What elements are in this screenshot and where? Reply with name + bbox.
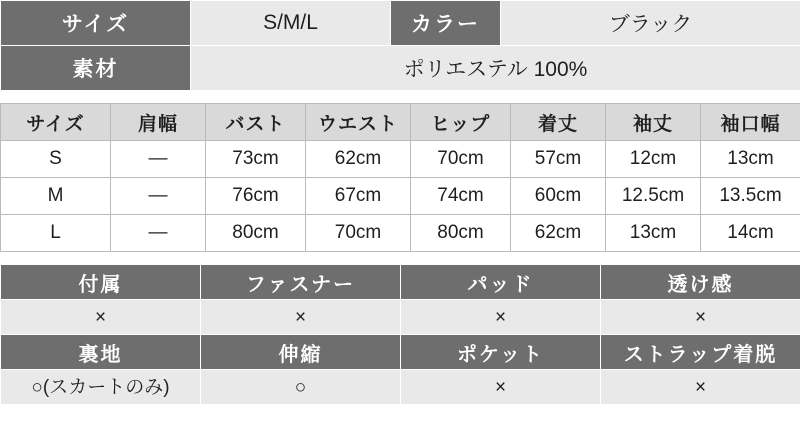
attr-value-strap-detachable: × — [601, 370, 800, 405]
cell-bust-l: 80cm — [206, 215, 306, 252]
attr-label-accessory: 付属 — [1, 265, 201, 300]
row-label-size-s: S — [1, 141, 111, 178]
block-spacer-2 — [0, 252, 800, 264]
attribute-header-row-2 — [1, 335, 800, 370]
table-row — [1, 46, 800, 91]
spec-label-color: カラー — [391, 1, 501, 46]
spec-summary-table — [0, 0, 800, 91]
row-label-size-m: M — [1, 178, 111, 215]
attr-value-stretch: ○ — [201, 370, 401, 405]
cell-length-l: 62cm — [511, 215, 606, 252]
cell-cuff-width-s: 13cm — [701, 141, 800, 178]
column-header-sleeve-length: 袖丈 — [606, 104, 701, 141]
cell-bust-s: 73cm — [206, 141, 306, 178]
cell-length-s: 57cm — [511, 141, 606, 178]
spec-value-color: ブラック — [501, 1, 800, 46]
attr-label-pocket: ポケット — [401, 335, 601, 370]
row-label-size-l: L — [1, 215, 111, 252]
column-header-waist: ウエスト — [306, 104, 411, 141]
cell-shoulder-s: — — [111, 141, 206, 178]
cell-cuff-width-l: 14cm — [701, 215, 800, 252]
block-spacer-1 — [0, 91, 800, 103]
column-header-shoulder: 肩幅 — [111, 104, 206, 141]
attribute-header-row-1 — [1, 265, 800, 300]
attr-value-sheerness: × — [601, 300, 800, 335]
attribute-value-row-1 — [1, 300, 800, 335]
cell-sleeve-length-m: 12.5cm — [606, 178, 701, 215]
measurement-header-row — [1, 104, 800, 141]
spec-label-size: サイズ — [1, 1, 191, 46]
attr-label-stretch: 伸縮 — [201, 335, 401, 370]
column-header-length: 着丈 — [511, 104, 606, 141]
cell-hip-l: 80cm — [411, 215, 511, 252]
cell-cuff-width-m: 13.5cm — [701, 178, 800, 215]
cell-bust-m: 76cm — [206, 178, 306, 215]
table-row — [1, 1, 800, 46]
cell-waist-s: 62cm — [306, 141, 411, 178]
attr-value-pocket: × — [401, 370, 601, 405]
table-row — [1, 215, 800, 252]
spec-value-size: S/M/L — [191, 1, 391, 46]
attr-label-pad: パッド — [401, 265, 601, 300]
measurement-table — [0, 103, 800, 252]
cell-hip-m: 74cm — [411, 178, 511, 215]
cell-shoulder-l: — — [111, 215, 206, 252]
attr-value-zipper: × — [201, 300, 401, 335]
spec-value-material: ポリエステル 100% — [191, 46, 800, 91]
cell-shoulder-m: — — [111, 178, 206, 215]
column-header-bust: バスト — [206, 104, 306, 141]
cell-waist-m: 67cm — [306, 178, 411, 215]
attr-label-lining: 裏地 — [1, 335, 201, 370]
cell-sleeve-length-l: 13cm — [606, 215, 701, 252]
table-row — [1, 141, 800, 178]
cell-length-m: 60cm — [511, 178, 606, 215]
attr-label-strap-detachable: ストラップ着脱 — [601, 335, 800, 370]
attr-value-pad: × — [401, 300, 601, 335]
spec-label-material: 素材 — [1, 46, 191, 91]
attr-label-sheerness: 透け感 — [601, 265, 800, 300]
attr-value-accessory: × — [1, 300, 201, 335]
attribute-value-row-2 — [1, 370, 800, 405]
attr-value-lining: ○(スカートのみ) — [1, 370, 201, 405]
cell-sleeve-length-s: 12cm — [606, 141, 701, 178]
attributes-table — [0, 264, 800, 405]
cell-waist-l: 70cm — [306, 215, 411, 252]
column-header-hip: ヒップ — [411, 104, 511, 141]
cell-hip-s: 70cm — [411, 141, 511, 178]
table-row — [1, 178, 800, 215]
column-header-size: サイズ — [1, 104, 111, 141]
attr-label-zipper: ファスナー — [201, 265, 401, 300]
column-header-cuff-width: 袖口幅 — [701, 104, 800, 141]
